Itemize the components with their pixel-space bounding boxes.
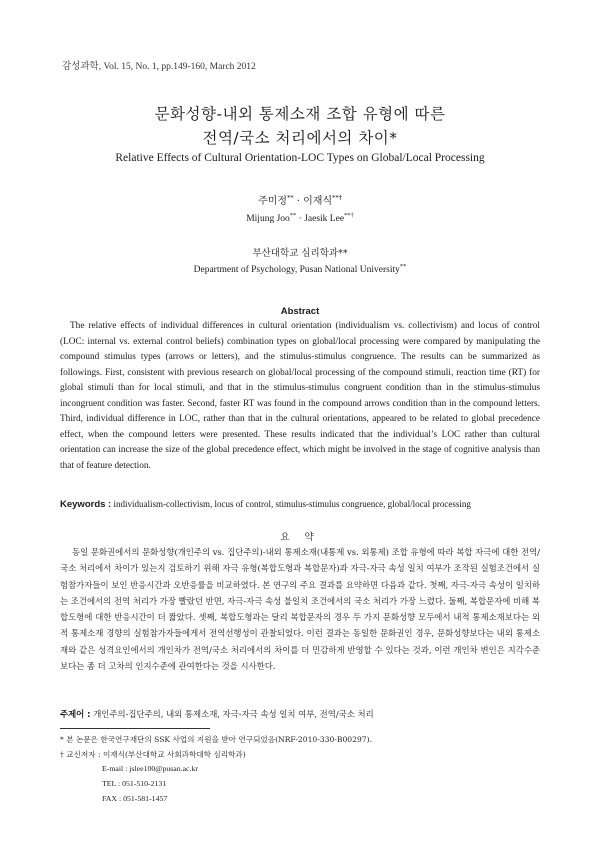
- footnote-funding: * 본 논문은 한국연구재단의 SSK 사업의 지원을 받아 연구되었음(NRF-2010-330-B00297).: [60, 735, 372, 744]
- english-title: Relative Effects of Cultural Orientation-LOC Types on Global/Local Processing: [115, 152, 485, 164]
- author-2-ko: 이재식: [303, 196, 333, 207]
- author-separator-en: ·: [296, 214, 305, 225]
- affiliation-en-mark: **: [399, 263, 407, 270]
- contact-tel: TEL : 051-510-2131: [102, 779, 167, 788]
- korean-summary-heading: 요 약: [280, 532, 320, 543]
- contact-email: E-mail : jslee100@pusan.ac.kr: [102, 764, 198, 773]
- korean-keywords: [60, 708, 540, 720]
- ko-keywords-text: 개인주의-집단주의, 내외 통제소재, 자극-자극 속성 일치 여부, 전역/국소 처리: [90, 709, 374, 719]
- korean-summary-body: 동일 문화권에서의 문화성향(개인주의 vs. 집단주의)-내외 통제소재(내통제 vs. 외통제) 조합 유형에 따라 복합 자극에 대한 전역/국소 처리에서 차이가 있는지 검토하기 위해 자극 유형(복합도형과 복합문자)과 자극-자극 속성 일치 여부가 조작된 실험조건에서 실험참가자들이 보인 반응시간과 오반응률을 비교하였다. 본 연구의 주요 결과를 요약하면 다음과 같다. 첫째, 자극-자극 속성이 일치하는 조건에서의 전역 처리가 가장 빨랐던 반면, 자극-자극 속성 불일치 조건에서의 국소 처리가 가장 느렸다. 둘째, 복합문자에 비해 복합도형에 대한 반응시간이 더 짧았다. 셋째, 복합도형과는 달리 복합문자의 경우 두 가지 문화성향 모두에서 내적 통제소재보다는 외적 통제소재 경향의 실험참가자들에게서 전역선행성이 관찰되었다. 이런 결과는 동일한 문화권인 경우, 문화성향보다는 내외 통제소재와 같은 성격요인에서의 개인차가 전역/국소 처리에서의 차이를 더 민감하게 반영할 수 있다는 것과, 이런 개인차 변인은 지각수준보다는 좀 더 고차의 인지수준에 관여한다는 것을 시사한다.: [60, 547, 540, 672]
- english-keywords: [60, 499, 540, 510]
- ko-keywords-label: 주제어 :: [60, 709, 91, 719]
- author-2-ko-mark: **†: [332, 193, 342, 202]
- keywords-text: individualism-collectivism, locus of control, stimulus-stimulus congruence, global/local processing: [111, 499, 471, 509]
- author-2-en-mark: **†: [344, 212, 354, 219]
- journal-citation: 감성과학, Vol. 15, No. 1, pp.149-160, March 2012: [62, 62, 256, 72]
- affiliation-ko-mark: **: [338, 248, 348, 259]
- author-1-ko-mark: **: [287, 193, 294, 202]
- affiliation-korean: [0, 245, 600, 259]
- author-1-en-mark: **: [289, 212, 297, 219]
- affiliation-english: [0, 263, 600, 275]
- affiliation-en-text: Department of Psychology, Pusan National University: [193, 265, 400, 276]
- korean-title-line-2: 전역/국소 처리에서의 차이*: [202, 129, 398, 147]
- footnote-corresponding-author: † 교신저자 : 이재식(부산대학교 사회과학대학 심리학과): [60, 750, 246, 759]
- authors-english: [0, 212, 600, 224]
- author-separator: ·: [293, 196, 304, 207]
- author-1-en: Mijung Joo: [246, 214, 290, 225]
- author-1-ko: 주미정: [258, 196, 288, 207]
- author-2-en: Jaesik Lee: [304, 214, 345, 225]
- korean-title-line-1: 문화성향-내외 통제소재 조합 유형에 따른: [154, 105, 446, 123]
- keywords-label: Keywords :: [60, 499, 112, 510]
- abstract-heading: Abstract: [280, 306, 320, 317]
- contact-fax: FAX : 051-581-1457: [102, 794, 168, 803]
- abstract-body: The relative effects of individual differences in cultural orientation (individualism vs. collectivism) and locus of control (LOC: internal vs. external control beliefs) combination types on global/local processing were compared by manipulating the compound stimulus types (arrows or letters), and the stimulus-stimulus congruence. The results can be summarized as followings. First, consistent with previous research on global/local processing of the compound stimuli, reaction time (RT) for global stimuli than for local stimuli, and that in the stimulus-stimulus congruent condition than in the stimulus-stimulus incongruent condition was faster. Second, faster RT was found in the compound arrows condition than in the compound letters. Third, individual difference in LOC, rather than that in the cultural orientations, appeared to be related to global precedence effect, when the compound letters were presented. These results indicated that the individual’s LOC rather than cultural orientation can increase the size of the global precedence effect, which might be involved in the stage of cognitive analysis than that of feature detection.: [60, 321, 540, 471]
- footnote-divider: [60, 728, 210, 729]
- affiliation-ko-text: 부산대학교 심리학과: [252, 248, 339, 259]
- authors-korean: [0, 192, 600, 207]
